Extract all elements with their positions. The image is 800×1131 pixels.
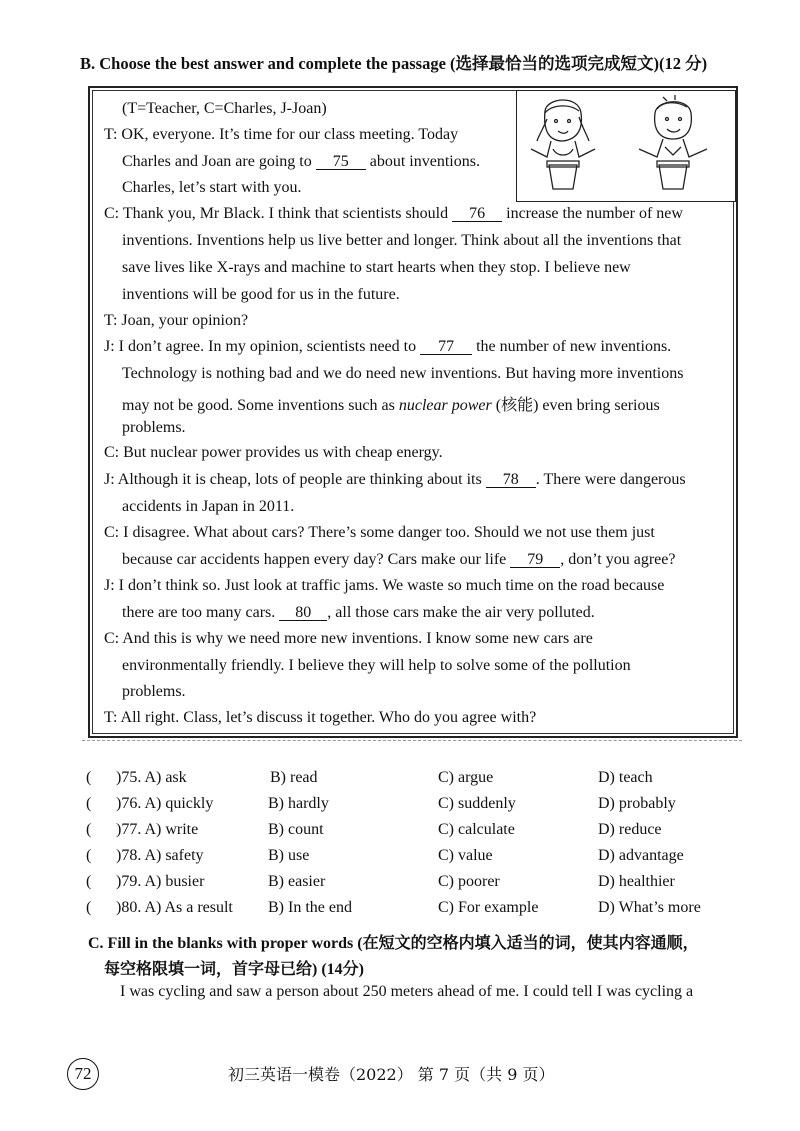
question-75-option-d[interactable]: D) teach	[598, 769, 653, 786]
dialogue-text: about inventions.	[369, 153, 480, 170]
question-79-option-a[interactable]: )79. A) busier	[116, 873, 205, 890]
dialogue-line: C: And this is why we need more new inventions. I know some new cars are	[104, 630, 593, 647]
section-c-text: I was cycling and saw a person about 250 meters ahead of me. I could tell I was cycling a	[120, 983, 694, 1000]
question-78-option-d[interactable]: D) advantage	[598, 847, 684, 864]
question-76-option-c[interactable]: C) suddenly	[438, 795, 516, 812]
dialogue-text: increase the number of new	[506, 205, 683, 222]
dialogue-line: Charles, let’s start with you.	[122, 179, 302, 196]
children-drawing-icon	[517, 91, 734, 200]
dialogue-text: J: I don’t agree. In my opinion, scientists need to	[104, 338, 417, 355]
dialogue-text: Charles and Joan are going to	[122, 153, 312, 170]
question-80-option-a[interactable]: )80. A) As a result	[116, 899, 233, 916]
dialogue-roles: (T=Teacher, C=Charles, J-Joan)	[122, 100, 327, 117]
dialogue-line	[122, 153, 480, 171]
section-c-heading-cont: 每空格限填一词，首字母已给) (14分)	[104, 961, 364, 978]
question-77-option-c[interactable]: C) calculate	[438, 821, 515, 838]
question-76-option-a[interactable]: )76. A) quickly	[116, 795, 214, 812]
answer-paren[interactable]: (	[86, 795, 92, 812]
dialogue-line: T: Joan, your opinion?	[104, 312, 249, 329]
answer-paren[interactable]: (	[86, 847, 92, 864]
dialogue-line	[122, 392, 660, 415]
dialogue-line: inventions will be good for us in the future.	[122, 286, 400, 303]
question-75-option-a[interactable]: )75. A) ask	[116, 769, 187, 786]
answer-paren[interactable]: (	[86, 873, 92, 890]
section-b-heading: B. Choose the best answer and complete the passage (选择最恰当的选项完成短文)(12 分)	[80, 54, 708, 73]
blank-75[interactable]: 75	[316, 154, 366, 170]
dialogue-line: accidents in Japan in 2011.	[122, 498, 295, 515]
section-c-heading: C. Fill in the blanks with proper words (在短文的空格内填入适当的词，使其内容通顺，	[88, 935, 699, 952]
dialogue-line: problems.	[122, 419, 186, 436]
dialogue-text: , all those cars make the air very polluted.	[327, 604, 595, 621]
dialogue-text: J: Although it is cheap, lots of people are thinking about its	[104, 471, 482, 488]
blank-76[interactable]: 76	[452, 206, 502, 222]
footer-text: 初三英语一模卷（2022） 第 7 页（共 9 页）	[228, 1065, 555, 1084]
question-79-option-c[interactable]: C) poorer	[438, 873, 500, 890]
blank-80[interactable]: 80	[279, 605, 327, 621]
question-76-option-d[interactable]: D) probably	[598, 795, 676, 812]
question-75-option-c[interactable]: C) argue	[438, 769, 494, 786]
dialogue-line: C: But nuclear power provides us with cheap energy.	[104, 444, 443, 461]
dialogue-line: C: I disagree. What about cars? There’s some danger too. Should we not use them just	[104, 524, 655, 541]
question-77-option-b[interactable]: B) count	[268, 821, 324, 838]
question-76-option-b[interactable]: B) hardly	[268, 795, 329, 812]
dialogue-line: save lives like X-rays and machine to start hearts when they stop. I believe new	[122, 259, 631, 276]
question-79-option-b[interactable]: B) easier	[268, 873, 326, 890]
question-78-option-b[interactable]: B) use	[268, 847, 310, 864]
dialogue-text: , don’t you agree?	[560, 551, 676, 568]
dialogue-line	[122, 551, 675, 569]
dialogue-line	[104, 338, 671, 356]
dialogue-line: environmentally friendly. I believe they will help to solve some of the pollution	[122, 657, 631, 674]
dialogue-text: may not be good. Some inventions such as	[122, 397, 395, 414]
question-80-option-b[interactable]: B) In the end	[268, 899, 352, 916]
dialogue-line: Technology is nothing bad and we do need new inventions. But having more inventions	[122, 365, 684, 382]
answer-paren[interactable]: (	[86, 899, 92, 916]
scan-divider	[82, 740, 742, 741]
blank-77[interactable]: 77	[420, 339, 472, 355]
question-78-option-a[interactable]: )78. A) safety	[116, 847, 204, 864]
dialogue-line: problems.	[122, 683, 186, 700]
question-75-option-b[interactable]: B) read	[270, 769, 318, 786]
dialogue-line: inventions. Inventions help us live better and longer. Think about all the inventions that	[122, 232, 682, 249]
question-77-option-d[interactable]: D) reduce	[598, 821, 662, 838]
dialogue-line	[104, 471, 686, 489]
question-80-option-d[interactable]: D) What’s more	[598, 899, 701, 916]
dialogue-line	[104, 205, 683, 223]
question-79-option-d[interactable]: D) healthier	[598, 873, 675, 890]
blank-79[interactable]: 79	[510, 552, 560, 568]
dialogue-line: J: I don’t think so. Just look at traffic jams. We waste so much time on the road because	[104, 577, 665, 594]
dialogue-line	[122, 604, 595, 622]
blank-78[interactable]: 78	[486, 472, 536, 488]
dialogue-line: T: OK, everyone. It’s time for our class meeting. Today	[104, 126, 459, 143]
question-78-option-c[interactable]: C) value	[438, 847, 493, 864]
answer-paren[interactable]: (	[86, 769, 92, 786]
question-80-option-c[interactable]: C) For example	[438, 899, 539, 916]
dialogue-italic-term: nuclear power	[398, 397, 492, 414]
illustration-two-children	[516, 90, 736, 202]
dialogue-text: C: Thank you, Mr Black. I think that scientists should	[104, 205, 449, 222]
dialogue-text: . There were dangerous	[535, 471, 686, 488]
answer-paren[interactable]: (	[86, 821, 92, 838]
dialogue-text: because car accidents happen every day? Cars make our life	[122, 551, 507, 568]
dialogue-text: (核能) even bring serious	[495, 397, 660, 414]
dialogue-text: there are too many cars.	[122, 604, 276, 621]
dialogue-line: T: All right. Class, let’s discuss it together. Who do you agree with?	[104, 709, 537, 726]
question-77-option-a[interactable]: )77. A) write	[116, 821, 199, 838]
dialogue-text: the number of new inventions.	[476, 338, 672, 355]
page-number-badge: 72	[67, 1058, 99, 1090]
